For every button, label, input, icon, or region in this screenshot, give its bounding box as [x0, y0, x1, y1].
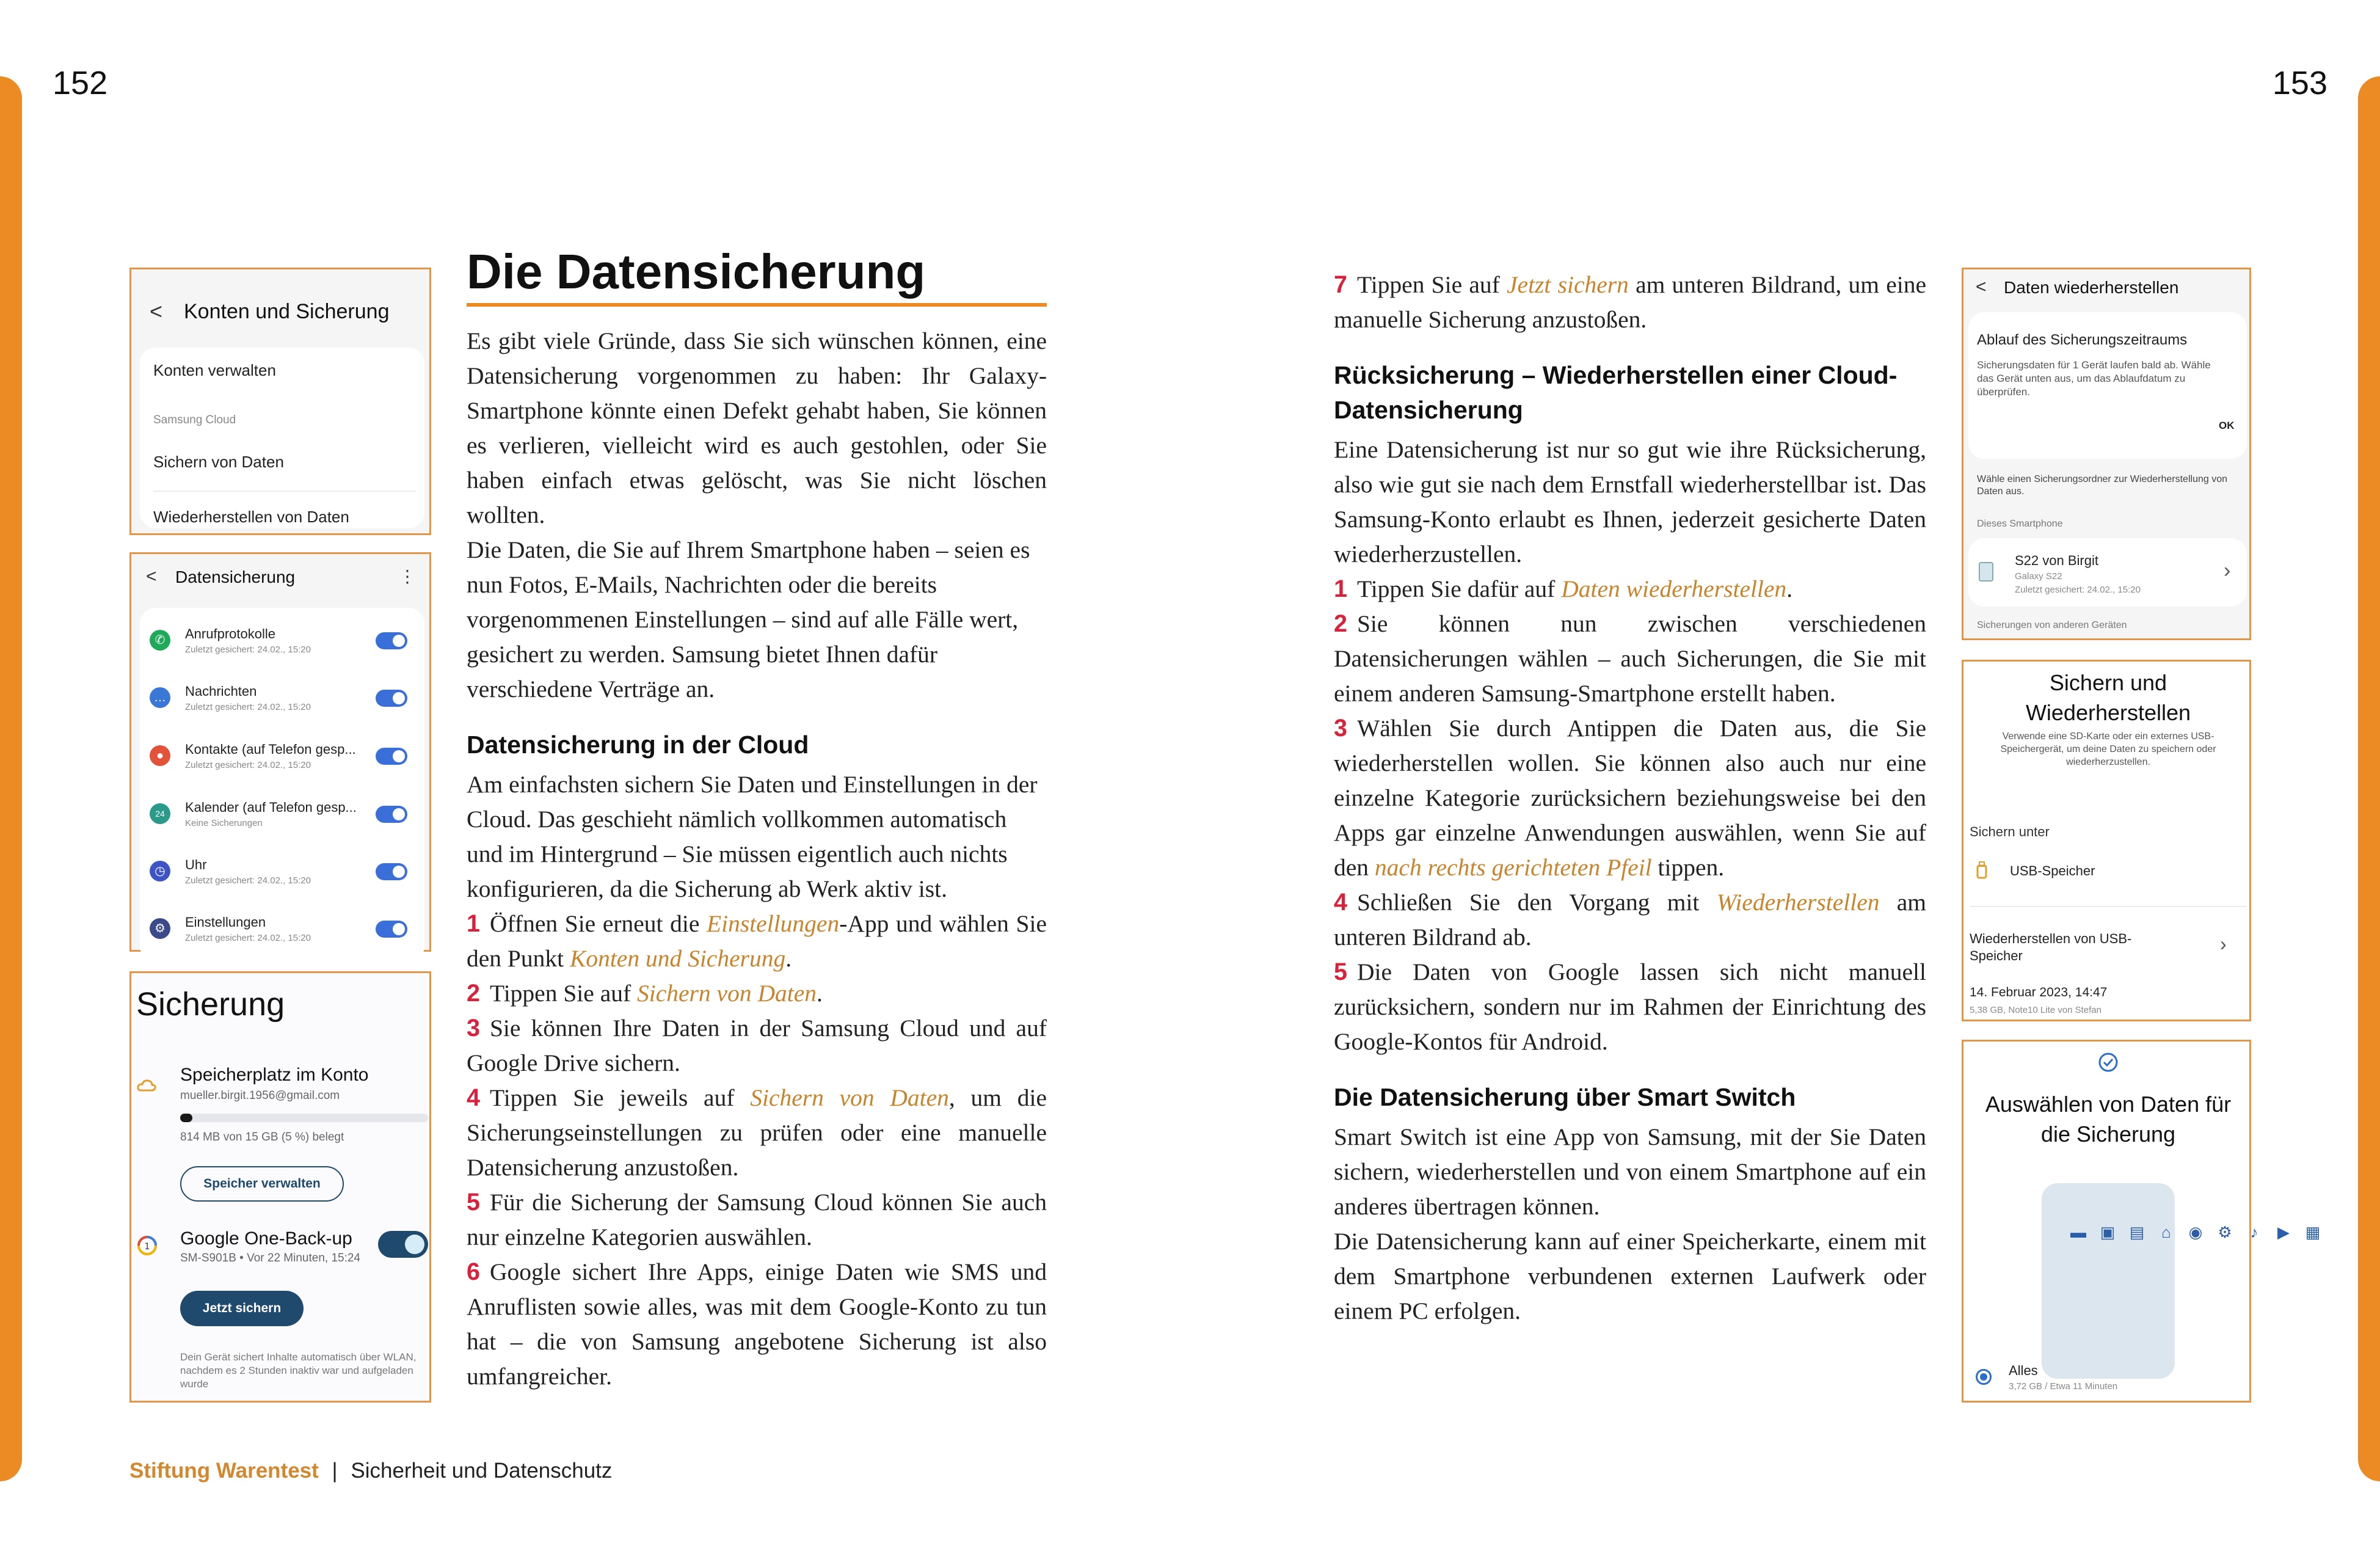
step-number: 1: [1334, 575, 1347, 602]
category-list: [140, 608, 424, 962]
divider: [153, 491, 416, 492]
smart-switch-paragraph-1: Smart Switch ist eine App von Samsung, mit der Sie Daten sichern, wiederherstellen und von einem Smartphone auf ein anderes übertragen können.: [1334, 1123, 1926, 1220]
google-backup-toggle[interactable]: [378, 1231, 428, 1258]
step-number: 7: [1334, 271, 1347, 298]
footer: [129, 1459, 612, 1483]
right-page-edge-tab: [2358, 76, 2380, 1481]
message-icon: ▬: [2070, 1223, 2086, 1241]
backup-details: 5,38 GB, Note10 Lite von Stefan: [1970, 1005, 2102, 1015]
step-number: 2: [467, 980, 480, 1007]
restore-step-1: 1 Tippen Sie dafür auf Daten wiederherstellen.: [1334, 575, 1793, 602]
step-2: 2 Tippen Sie auf Sichern von Daten.: [467, 980, 823, 1007]
ui-reference: Sichern von Daten: [750, 1084, 949, 1111]
category-label: Kontakte (auf Telefon gesp...: [185, 742, 356, 757]
manage-storage-button[interactable]: Speicher verwalten: [180, 1166, 344, 1202]
device-last-backup: Zuletzt gesichert: 24.02., 15:20: [2015, 585, 2141, 595]
left-text-column: [467, 244, 1047, 1394]
section-label: Samsung Cloud: [153, 414, 236, 426]
check-circle-icon: [2097, 1051, 2119, 1073]
ui-reference: nach rechts gerichteten Pfeil: [1374, 854, 1652, 881]
other-devices-label: Sicherungen von anderen Geräten: [1977, 620, 2127, 630]
category-sub: Zuletzt gesichert: 24.02., 15:20: [185, 933, 311, 943]
right-page-number: 153: [2272, 65, 2327, 101]
music-icon: ♪: [2250, 1223, 2258, 1241]
category-label: Anrufprotokolle: [185, 626, 275, 641]
ui-reference: Wiederherstellen: [1716, 889, 1880, 916]
footer-separator: |: [332, 1459, 338, 1483]
step-1: 1 Öffnen Sie erneut die Einstellungen-App und wählen Sie den Punkt Konten und Sicherung.: [467, 910, 1047, 972]
category-sub: Keine Sicherungen: [185, 818, 263, 828]
category-label: Einstellungen: [185, 914, 266, 930]
step-number: 4: [467, 1084, 480, 1111]
ui-reference: Jetzt sichern: [1507, 271, 1629, 298]
expiry-text: Sicherungsdaten für 1 Gerät laufen bald ab. Wähle das Gerät unten aus, um das Ablaufdatum zu überprüfen.: [1977, 359, 2211, 398]
category-label: Nachrichten: [185, 684, 257, 699]
chevron-right-icon[interactable]: ›: [2220, 933, 2227, 955]
backup-date: 14. Februar 2023, 14:47: [1970, 985, 2108, 999]
storage-usage-text: 814 MB von 15 GB (5 %) belegt: [180, 1131, 344, 1144]
auto-backup-note: Dein Gerät sichert Inhalte automatisch über WLAN, nachdem es 2 Stunden inaktiv war und aufgeladen wurde: [180, 1351, 417, 1390]
usb-storage-option[interactable]: USB-Speicher: [2010, 863, 2095, 878]
ui-reference: Konten und Sicherung: [569, 945, 786, 972]
cloud-intro: Am einfachsten sichern Sie Daten und Einstellungen in der Cloud. Das geschieht nämlich vollkommen automatisch und im Hintergrund – Sie müssen eigentlich auch nichts konfigurieren, da die Sicherung ab Werk aktiv ist.: [467, 771, 1038, 902]
category-label: Uhr: [185, 857, 207, 872]
divider: [1970, 906, 2247, 907]
step-6: 6 Google sichert Ihre Apps, einige Daten wie SMS und Anruflisten sowie alles, was mit dem Google-Konto zu tun hat – die von Samsung angebotene Sicherung ist also umfangreicher.: [467, 1258, 1047, 1390]
step-number: 3: [467, 1015, 480, 1042]
device-name: S22 von Birgit: [2015, 553, 2098, 568]
back-arrow-icon[interactable]: <: [150, 299, 163, 324]
screenshot-auswaehlen-von-daten: [1962, 1040, 2321, 1403]
step-5: 5 Für die Sicherung der Samsung Cloud können Sie auch nur einzelne Kategorien auswählen.: [467, 1189, 1047, 1250]
storage-title: Speicherplatz im Konto: [180, 1065, 369, 1085]
step-number: 1: [467, 910, 480, 937]
svg-text:1: 1: [144, 1242, 150, 1252]
footer-brand: Stiftung Warentest: [129, 1459, 319, 1483]
screen-description: Verwende eine SD-Karte oder ein externes USB-Speichergerät, um deine Daten zu speichern oder wiederherzustellen.: [2000, 731, 2216, 767]
home-icon: ⌂: [2161, 1223, 2171, 1241]
menu-item-konten-verwalten[interactable]: Konten verwalten: [153, 361, 276, 379]
clock-icon: ◷: [150, 861, 170, 881]
step-number: 5: [1334, 958, 1347, 985]
back-arrow-icon[interactable]: <: [1976, 277, 1987, 297]
restore-step-3: 3 Wählen Sie durch Antippen die Daten aus, die Sie wiederherstellen wollen. Sie können also auch nur eine einzelne Kategorie zurücksichern beziehungsweise bei den Apps gar einzelne Anwendungen auswählen, wenn Sie auf den nach rechts gerichteten Pfeil tippen.: [1334, 715, 1926, 881]
settings-gear-icon: ⚙: [2218, 1223, 2232, 1241]
smart-switch-heading: Die Datensicherung über Smart Switch: [1334, 1083, 1796, 1111]
screenshot-sicherung: [129, 971, 431, 1403]
screen-title: Datensicherung: [175, 567, 296, 586]
step-number: 5: [467, 1189, 480, 1216]
select-all-label: Alles: [2009, 1363, 2038, 1378]
google-backup-sub: SM-S901B • Vor 22 Minuten, 15:24: [180, 1252, 360, 1265]
toggle-uhr[interactable]: [376, 863, 407, 880]
apps-icon: ▦: [2305, 1223, 2321, 1241]
contacts-icon: ●: [150, 745, 170, 766]
cloud-icon: [136, 1078, 157, 1093]
select-all-radio[interactable]: [1976, 1369, 1992, 1385]
screenshot-datensicherung: [129, 552, 431, 952]
screen-title: Auswählen von Daten für die Sicherung: [1985, 1092, 2232, 1147]
restore-step-5: 5 Die Daten von Google lassen sich nicht manuell zurücksichern, sondern nur im Rahmen der Einrichtung des Google-Kontos für Android.: [1334, 958, 1926, 1055]
ok-button[interactable]: OK: [2219, 420, 2235, 431]
right-text-column: [1334, 268, 1926, 1329]
step-number: 3: [1334, 715, 1347, 742]
restore-heading: Rücksicherung – Wiederherstellen einer Cloud-Datensicherung: [1334, 361, 1898, 424]
device-model: Galaxy S22: [2015, 571, 2062, 582]
toggle-anrufprotokolle[interactable]: [376, 632, 407, 649]
phone-illustration: [2042, 1183, 2321, 1379]
calendar-icon: 24: [150, 803, 170, 824]
screenshot-konten-und-sicherung: [129, 268, 431, 535]
backup-now-button[interactable]: Jetzt sichern: [180, 1291, 304, 1326]
category-sub: Zuletzt gesichert: 24.02., 15:20: [185, 875, 311, 886]
intro-paragraph-1: Es gibt viele Gründe, dass Sie sich wünschen können, eine Datensicherung vorgenommen zu haben: Ihr Galaxy-Smartphone könnte einen Defekt gehabt haben, Sie können es verlieren, vielleicht wird es auch gestohlen, oder Sie haben einfach etwas gelöscht, was Sie nicht löschen wollten.: [467, 327, 1047, 528]
this-phone-label: Dieses Smartphone: [1977, 519, 2063, 529]
choose-folder-text: Wähle einen Sicherungsordner zur Wiederherstellung von Daten aus.: [1977, 474, 2227, 497]
step-number: 2: [1334, 610, 1347, 637]
data-type-icons-grid: [2064, 1216, 2321, 1248]
category-label: Kalender (auf Telefon gesp...: [185, 800, 357, 815]
screen-title: Daten wiederherstellen: [2004, 278, 2179, 297]
screenshot-sichern-und-wiederherstellen: [1962, 660, 2251, 1021]
restore-intro: Eine Datensicherung ist nur so gut wie ihre Rücksicherung, also wie gut sie nach dem Ernstfall wiederherstellbar ist. Das Samsung-Konto erlaubt es Ihnen, jederzeit gesicherte Daten wiederherzustellen.: [1334, 436, 1926, 567]
category-sub: Zuletzt gesichert: 24.02., 15:20: [185, 644, 311, 655]
left-page-number: 152: [53, 65, 108, 101]
google-one-icon: [136, 1235, 158, 1257]
page-title: Die Datensicherung: [467, 244, 926, 299]
step-7: 7 Tippen Sie auf Jetzt sichern am unteren Bildrand, um eine manuelle Sicherung anzustoßen.: [1334, 271, 1926, 333]
chevron-right-icon[interactable]: ›: [2224, 559, 2231, 582]
cloud-heading: Datensicherung in der Cloud: [467, 731, 809, 759]
intro-paragraph-2: Die Daten, die Sie auf Ihrem Smartphone haben – seien es nun Fotos, E-Mails, Nachrichten oder die bereits vorgenommenen Einstellungen – sind auf alle Fälle wert, gesichert zu werden. Samsung bietet Ihnen dafür verschiedene Verträge an.: [467, 536, 1030, 703]
ui-reference: Daten wiederherstellen: [1561, 575, 1787, 602]
step-number: 6: [467, 1258, 480, 1285]
menu-item-wiederherstellen[interactable]: Wiederherstellen von Daten: [153, 508, 349, 526]
device-thumbnail-icon: [1977, 561, 1995, 582]
category-sub: Zuletzt gesichert: 24.02., 15:20: [185, 760, 311, 770]
screen-title: Sicherung: [136, 986, 285, 1023]
restore-step-4: 4 Schließen Sie den Vorgang mit Wiederherstellen am unteren Bildrand ab.: [1334, 889, 1926, 951]
screen-title: Konten und Sicherung: [184, 300, 390, 323]
image-icon: ▣: [2100, 1223, 2116, 1241]
document-icon: ▤: [2129, 1223, 2145, 1241]
footer-title: Sicherheit und Datenschutz: [351, 1459, 613, 1483]
account-email: mueller.birgit.1956@gmail.com: [180, 1089, 340, 1102]
toggle-kontakte[interactable]: [376, 748, 407, 765]
restore-step-2: 2 Sie können nun zwischen verschiedenen Datensicherungen wählen – auch Sicherungen, die Sie mit einem anderen Samsung-Smartphone erstellt haben.: [1334, 610, 1926, 707]
more-options-icon[interactable]: ⋮: [399, 567, 416, 586]
settings-gear-icon: ⚙: [150, 918, 170, 939]
usb-icon: [1976, 861, 1988, 879]
left-page-edge-tab: [0, 76, 22, 1481]
step-number: 4: [1334, 889, 1347, 916]
section-label: Sichern unter: [1970, 824, 2050, 839]
smart-switch-paragraph-2: Die Datensicherung kann auf einer Speicherkarte, einem mit dem Smartphone verbundenen externen Laufwerk oder einem PC erfolgen.: [1334, 1228, 1926, 1324]
phone-icon: ✆: [150, 630, 170, 651]
storage-usage-bar: [180, 1114, 428, 1122]
video-icon: ▶: [2277, 1223, 2290, 1241]
storage-usage-fill: [180, 1114, 192, 1122]
restore-from-usb[interactable]: Wiederherstellen von USB-Speicher: [1970, 931, 2132, 963]
screen-title: Sichern und Wiederherstellen: [2025, 670, 2191, 725]
contact-icon: ◉: [2188, 1223, 2203, 1241]
google-backup-title: Google One-Back-up: [180, 1228, 352, 1249]
toggle-kalender[interactable]: [376, 806, 407, 823]
title-underline: [467, 303, 1047, 307]
category-sub: Zuletzt gesichert: 24.02., 15:20: [185, 702, 311, 712]
toggle-nachrichten[interactable]: [376, 690, 407, 707]
step-4: 4 Tippen Sie jeweils auf Sichern von Daten, um die Sicherungseinstellungen zu prüfen oder eine manuelle Datensicherung anzustoßen.: [467, 1084, 1047, 1181]
expiry-title: Ablauf des Sicherungszeitraums: [1977, 332, 2188, 348]
back-arrow-icon[interactable]: <: [146, 566, 157, 586]
menu-item-sichern-von-daten[interactable]: Sichern von Daten: [153, 453, 284, 471]
message-icon: …: [150, 687, 170, 708]
step-3: 3 Sie können Ihre Daten in der Samsung Cloud und auf Google Drive sichern.: [467, 1015, 1047, 1076]
select-all-details: 3,72 GB / Etwa 11 Minuten: [2009, 1381, 2118, 1392]
ui-reference: Sichern von Daten: [637, 980, 817, 1007]
screenshot-daten-wiederherstellen: [1962, 268, 2251, 640]
ui-reference: Einstellungen: [706, 910, 840, 937]
toggle-einstellungen[interactable]: [376, 921, 407, 938]
device-backup-card[interactable]: [1968, 538, 2247, 607]
